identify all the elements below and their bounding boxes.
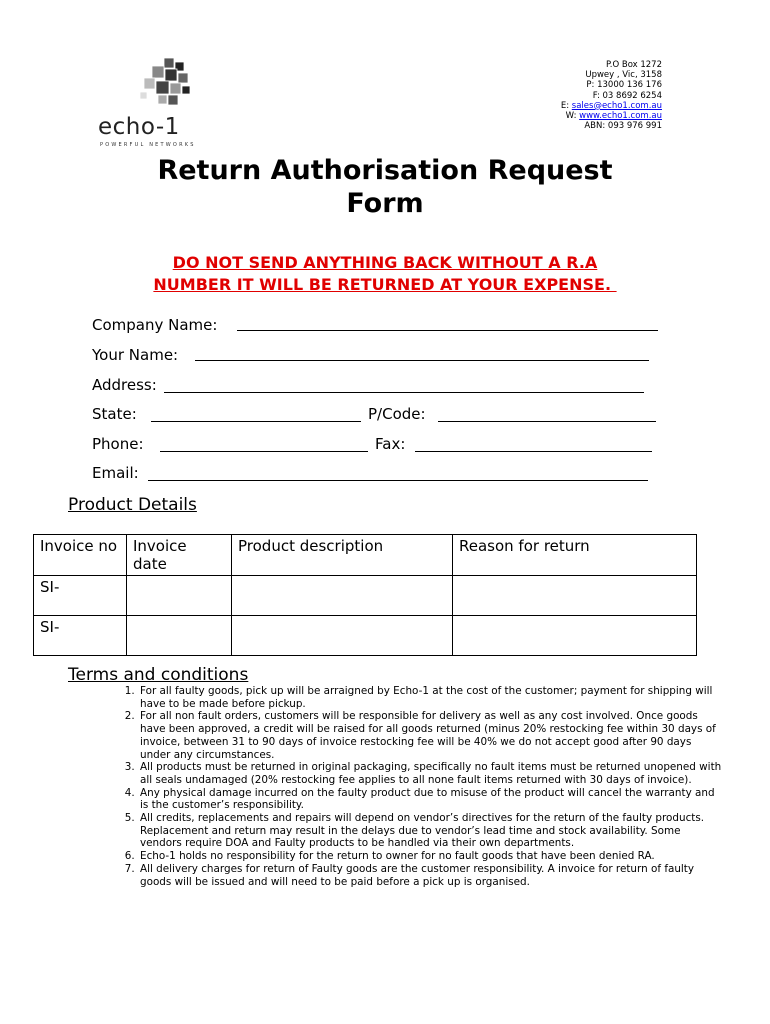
phone-number: P: 13000 136 176: [586, 80, 662, 91]
page-title: Return Authorisation Request Form: [157, 155, 613, 219]
company-logo: [96, 56, 216, 152]
phone-label: Phone:: [92, 435, 144, 453]
web-link[interactable]: www.echo1.com.au: [579, 111, 662, 122]
company-name-label: Company Name:: [92, 316, 218, 334]
product-description-cell[interactable]: [232, 616, 453, 656]
state-label: State:: [92, 405, 137, 423]
product-details-heading: Product Details: [68, 495, 197, 515]
state-field[interactable]: [151, 421, 361, 422]
your-name-field[interactable]: [195, 360, 649, 361]
reason-cell[interactable]: [453, 576, 697, 616]
reason-cell[interactable]: [453, 616, 697, 656]
fax-field[interactable]: [415, 451, 652, 452]
logo-tagline: POWERFUL NETWORKS: [100, 142, 196, 148]
web-line: W: www.echo1.com.au: [565, 111, 662, 122]
postal-address: Upwey , Vic, 3158: [585, 70, 662, 81]
invoice-date-cell[interactable]: [127, 616, 232, 656]
col-reason-for-return: Reason for return: [453, 535, 697, 576]
table-row: [34, 576, 697, 616]
postcode-label: P/Code:: [368, 405, 426, 423]
logo-brand-name: echo-1: [98, 114, 180, 140]
list-item: 4. Any physical damage incurred on the faulty product due to misuse of the product will cancel the warranty and is the customer’s responsibility.: [138, 787, 722, 812]
col-invoice-date: Invoice date: [127, 535, 232, 576]
postcode-field[interactable]: [438, 421, 656, 422]
address-label: Address:: [92, 376, 157, 394]
abn: ABN: 093 976 991: [584, 121, 662, 132]
fax-number: F: 03 8692 6254: [592, 90, 662, 101]
invoice-date-cell[interactable]: [127, 576, 232, 616]
email-field[interactable]: [148, 480, 648, 481]
invoice-no-cell[interactable]: SI-: [34, 576, 127, 616]
phone-field[interactable]: [160, 451, 368, 452]
col-invoice-no: Invoice no: [34, 535, 127, 576]
list-item: 7. All delivery charges for return of Faulty goods are the customer responsibility. A invoice for return of faulty goods will be issued and will need to be paid before a pick up is organised.: [138, 863, 722, 888]
ra-warning: DO NOT SEND ANYTHING BACK WITHOUT A R.A NUMBER IT WILL BE RETURNED AT YOUR EXPENSE.: [153, 253, 617, 294]
invoice-no-cell[interactable]: SI-: [34, 616, 127, 656]
list-item: 5. All credits, replacements and repairs will depend on vendor’s directives for the return of the faulty products. Replacement and return may result in the delays due to vendor’s lead time and stock availability. Some vendors require DOA and Faulty products to be handled via their own departments.: [138, 812, 722, 850]
contact-block: [561, 60, 662, 131]
email-link[interactable]: sales@echo1.com.au: [571, 100, 662, 111]
po-box: P.O Box 1272: [605, 60, 662, 70]
cube-cluster-icon: [134, 56, 206, 112]
product-table: [33, 534, 697, 656]
terms-heading: Terms and conditions: [68, 665, 249, 685]
list-item: 2. For all non fault orders, customers will be responsible for delivery as well as any cost involved. Once goods have been approved, a credit will be raised for all goods returned (minus 20% restocking fee within 30 days of invoice, between 31 to 90 days of invoice restocking fee will be 40% we do not accept good after 90 days under any circumstances.: [138, 710, 722, 761]
terms-list: [94, 685, 722, 888]
table-header-row: [34, 535, 697, 576]
your-name-label: Your Name:: [92, 346, 179, 364]
table-row: [34, 616, 697, 656]
list-item: 1. For all faulty goods, pick up will be arraigned by Echo-1 at the cost of the customer; payment for shipping will have to be made before pickup.: [138, 685, 722, 710]
col-product-description: Product description: [232, 535, 453, 576]
product-description-cell[interactable]: [232, 576, 453, 616]
list-item: 6. Echo-1 holds no responsibility for the return to owner for no fault goods that have been denied RA.: [138, 850, 722, 863]
email-label: Email:: [92, 464, 139, 482]
fax-label: Fax:: [375, 435, 406, 453]
address-field[interactable]: [164, 392, 644, 393]
list-item: 3. All products must be returned in original packaging, specifically no fault items must be returned unopened with all seals undamaged (20% restocking fee applies to all none fault items returned with 30 days of invoice).: [138, 761, 722, 786]
email-line: E: sales@echo1.com.au: [560, 100, 662, 111]
company-name-field[interactable]: [237, 330, 658, 331]
